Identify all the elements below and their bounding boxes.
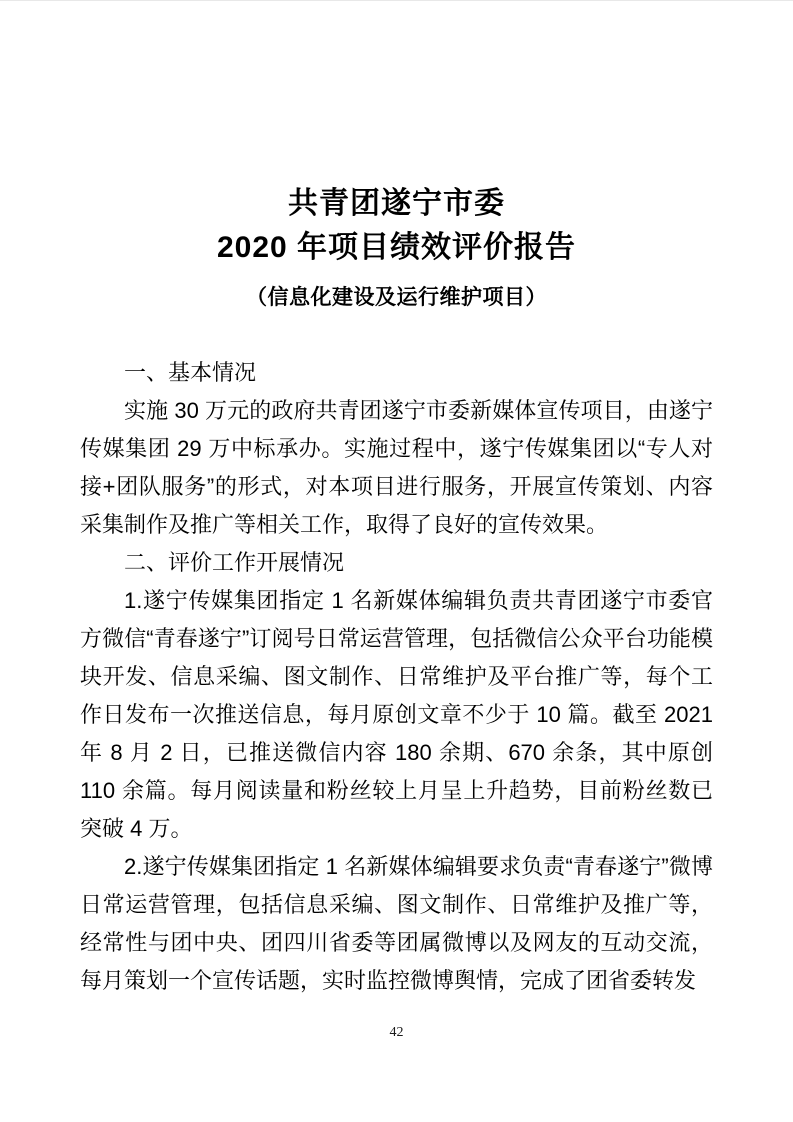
- report-subtitle: （信息化建设及运行维护项目）: [246, 286, 547, 309]
- paragraph-wechat-operations: 1.遂宁传媒集团指定 1 名新媒体编辑负责共青团遂宁市委官方微信“青春遂宁”订阅号日常运营管理，包括微信公众平台功能模块开发、信息采编、图文制作、日常维护及平台推广等，每个工作日发布一次推送信息，每月原创文章不少于 10 篇。截至 2021 年 8 月 2 日，已推送微信内容 180 余期、670 余条，其中原创 110 余篇。每月阅读量和粉丝较上月呈上升趋势，目前粉丝数已突破 4 万。: [80, 588, 714, 841]
- section-heading-evaluation-work: 二、评价工作开展情况: [124, 550, 345, 575]
- paragraph-weibo-operations: 2.遂宁传媒集团指定 1 名新媒体编辑要求负责“青春遂宁”微博日常运营管理，包括信息采编、图文制作、日常维护及推广等，经常性与团中央、团四川省委等团属微博以及网友的互动交流，每月策划一个宣传话题，实时监控微博舆情，完成了团省委转发: [80, 854, 713, 993]
- section-heading-basic-info: 一、基本情况: [124, 360, 257, 385]
- report-title-line-1: 共青团遂宁市委: [288, 187, 505, 220]
- report-body: [80, 354, 713, 1000]
- paragraph-basic-info: 实施 30 万元的政府共青团遂宁市委新媒体宣传项目，由遂宁传媒集团 29 万中标承办。实施过程中，遂宁传媒集团以“专人对接+团队服务”的形式，对本项目进行服务，开展宣传策划、内容采集制作及推广等相关工作，取得了良好的宣传效果。: [80, 398, 713, 537]
- report-title-block: [0, 182, 793, 313]
- report-title-line-2: 2020 年项目绩效评价报告: [216, 231, 577, 264]
- page-number: 42: [389, 1025, 404, 1040]
